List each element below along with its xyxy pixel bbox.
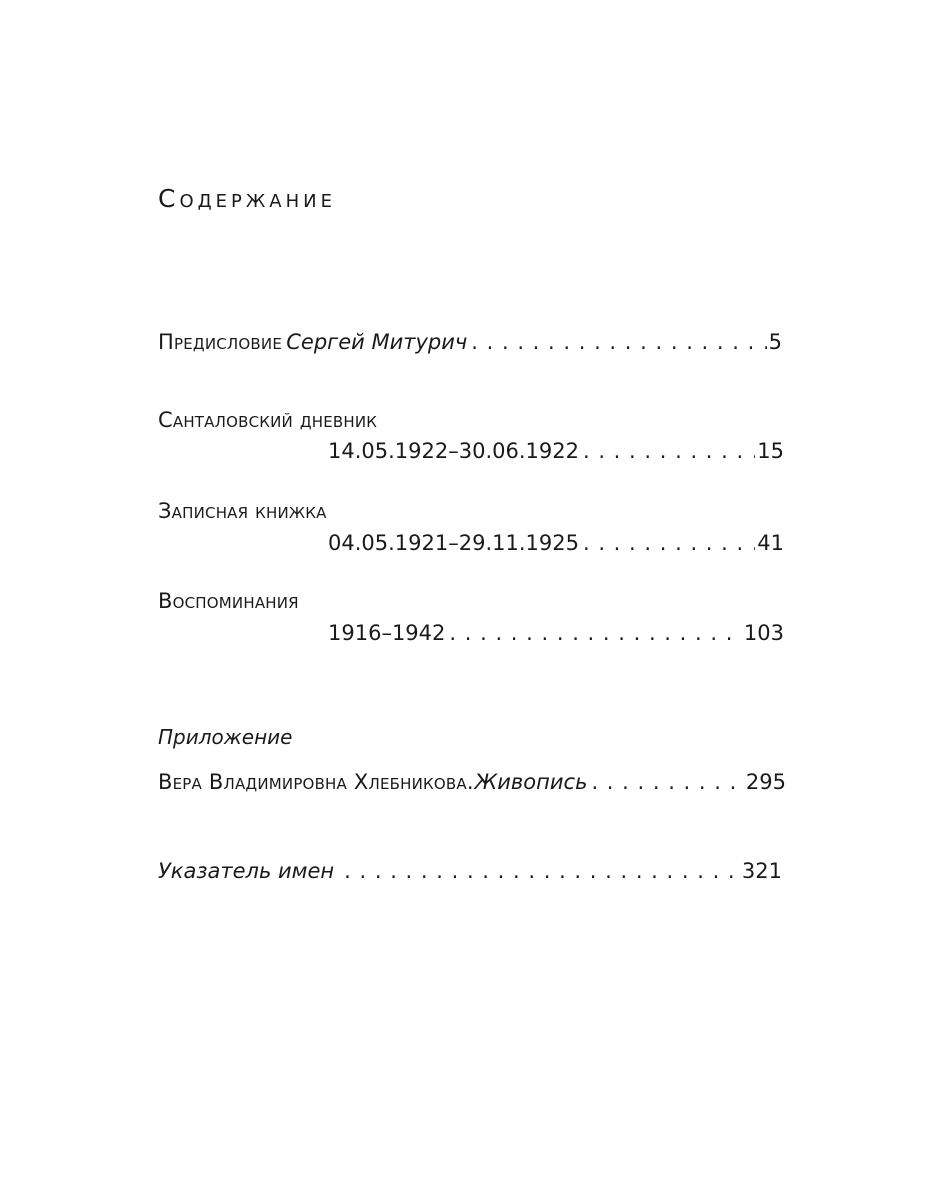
toc-entry-dates: 04.05.1921–29.11.1925 <box>328 531 579 555</box>
toc-page-number: 321 <box>741 859 782 883</box>
toc-page-number: 5 <box>768 330 782 354</box>
toc-page-number: 41 <box>757 531 784 555</box>
toc-entry-santalovo-diary[interactable] <box>328 437 784 465</box>
toc-entry-notebook[interactable] <box>328 529 784 557</box>
toc-entry-memoirs[interactable] <box>328 619 784 647</box>
dot-leader <box>344 857 740 885</box>
toc-page-number: 15 <box>757 439 784 463</box>
dot-leader <box>591 768 743 796</box>
toc-page-number: 103 <box>743 621 784 645</box>
dot-leader <box>449 619 742 647</box>
dot-leader <box>583 529 755 557</box>
toc-entry-dates: 1916–1942 <box>328 621 446 645</box>
toc-entry-index[interactable] <box>158 857 782 885</box>
toc-entry-notebook-title: Записная книжка <box>158 499 327 523</box>
dot-leader <box>471 328 766 356</box>
toc-entry-title: Указатель имен <box>158 859 335 883</box>
dot-leader <box>583 437 755 465</box>
toc-entry-title: Предисловие <box>158 330 283 354</box>
page-title: Содержание <box>158 184 336 213</box>
toc-entry-appendix[interactable] <box>158 768 786 796</box>
toc-entry-subtitle: Живопись <box>474 770 588 794</box>
toc-entry-dates: 14.05.1922–30.06.1922 <box>328 439 579 463</box>
toc-entry-santalovo-diary-title: Санталовский дневник <box>158 408 378 432</box>
appendix-label: Приложение <box>158 725 293 749</box>
toc-entry-memoirs-title: Воспоминания <box>158 589 299 613</box>
toc-entry-author: Сергей Митурич <box>286 330 468 354</box>
toc-entry-foreword[interactable] <box>158 328 782 356</box>
toc-entry-title: Вера Владимировна Хлебникова. <box>158 770 474 794</box>
toc-page-number: 295 <box>745 770 786 794</box>
